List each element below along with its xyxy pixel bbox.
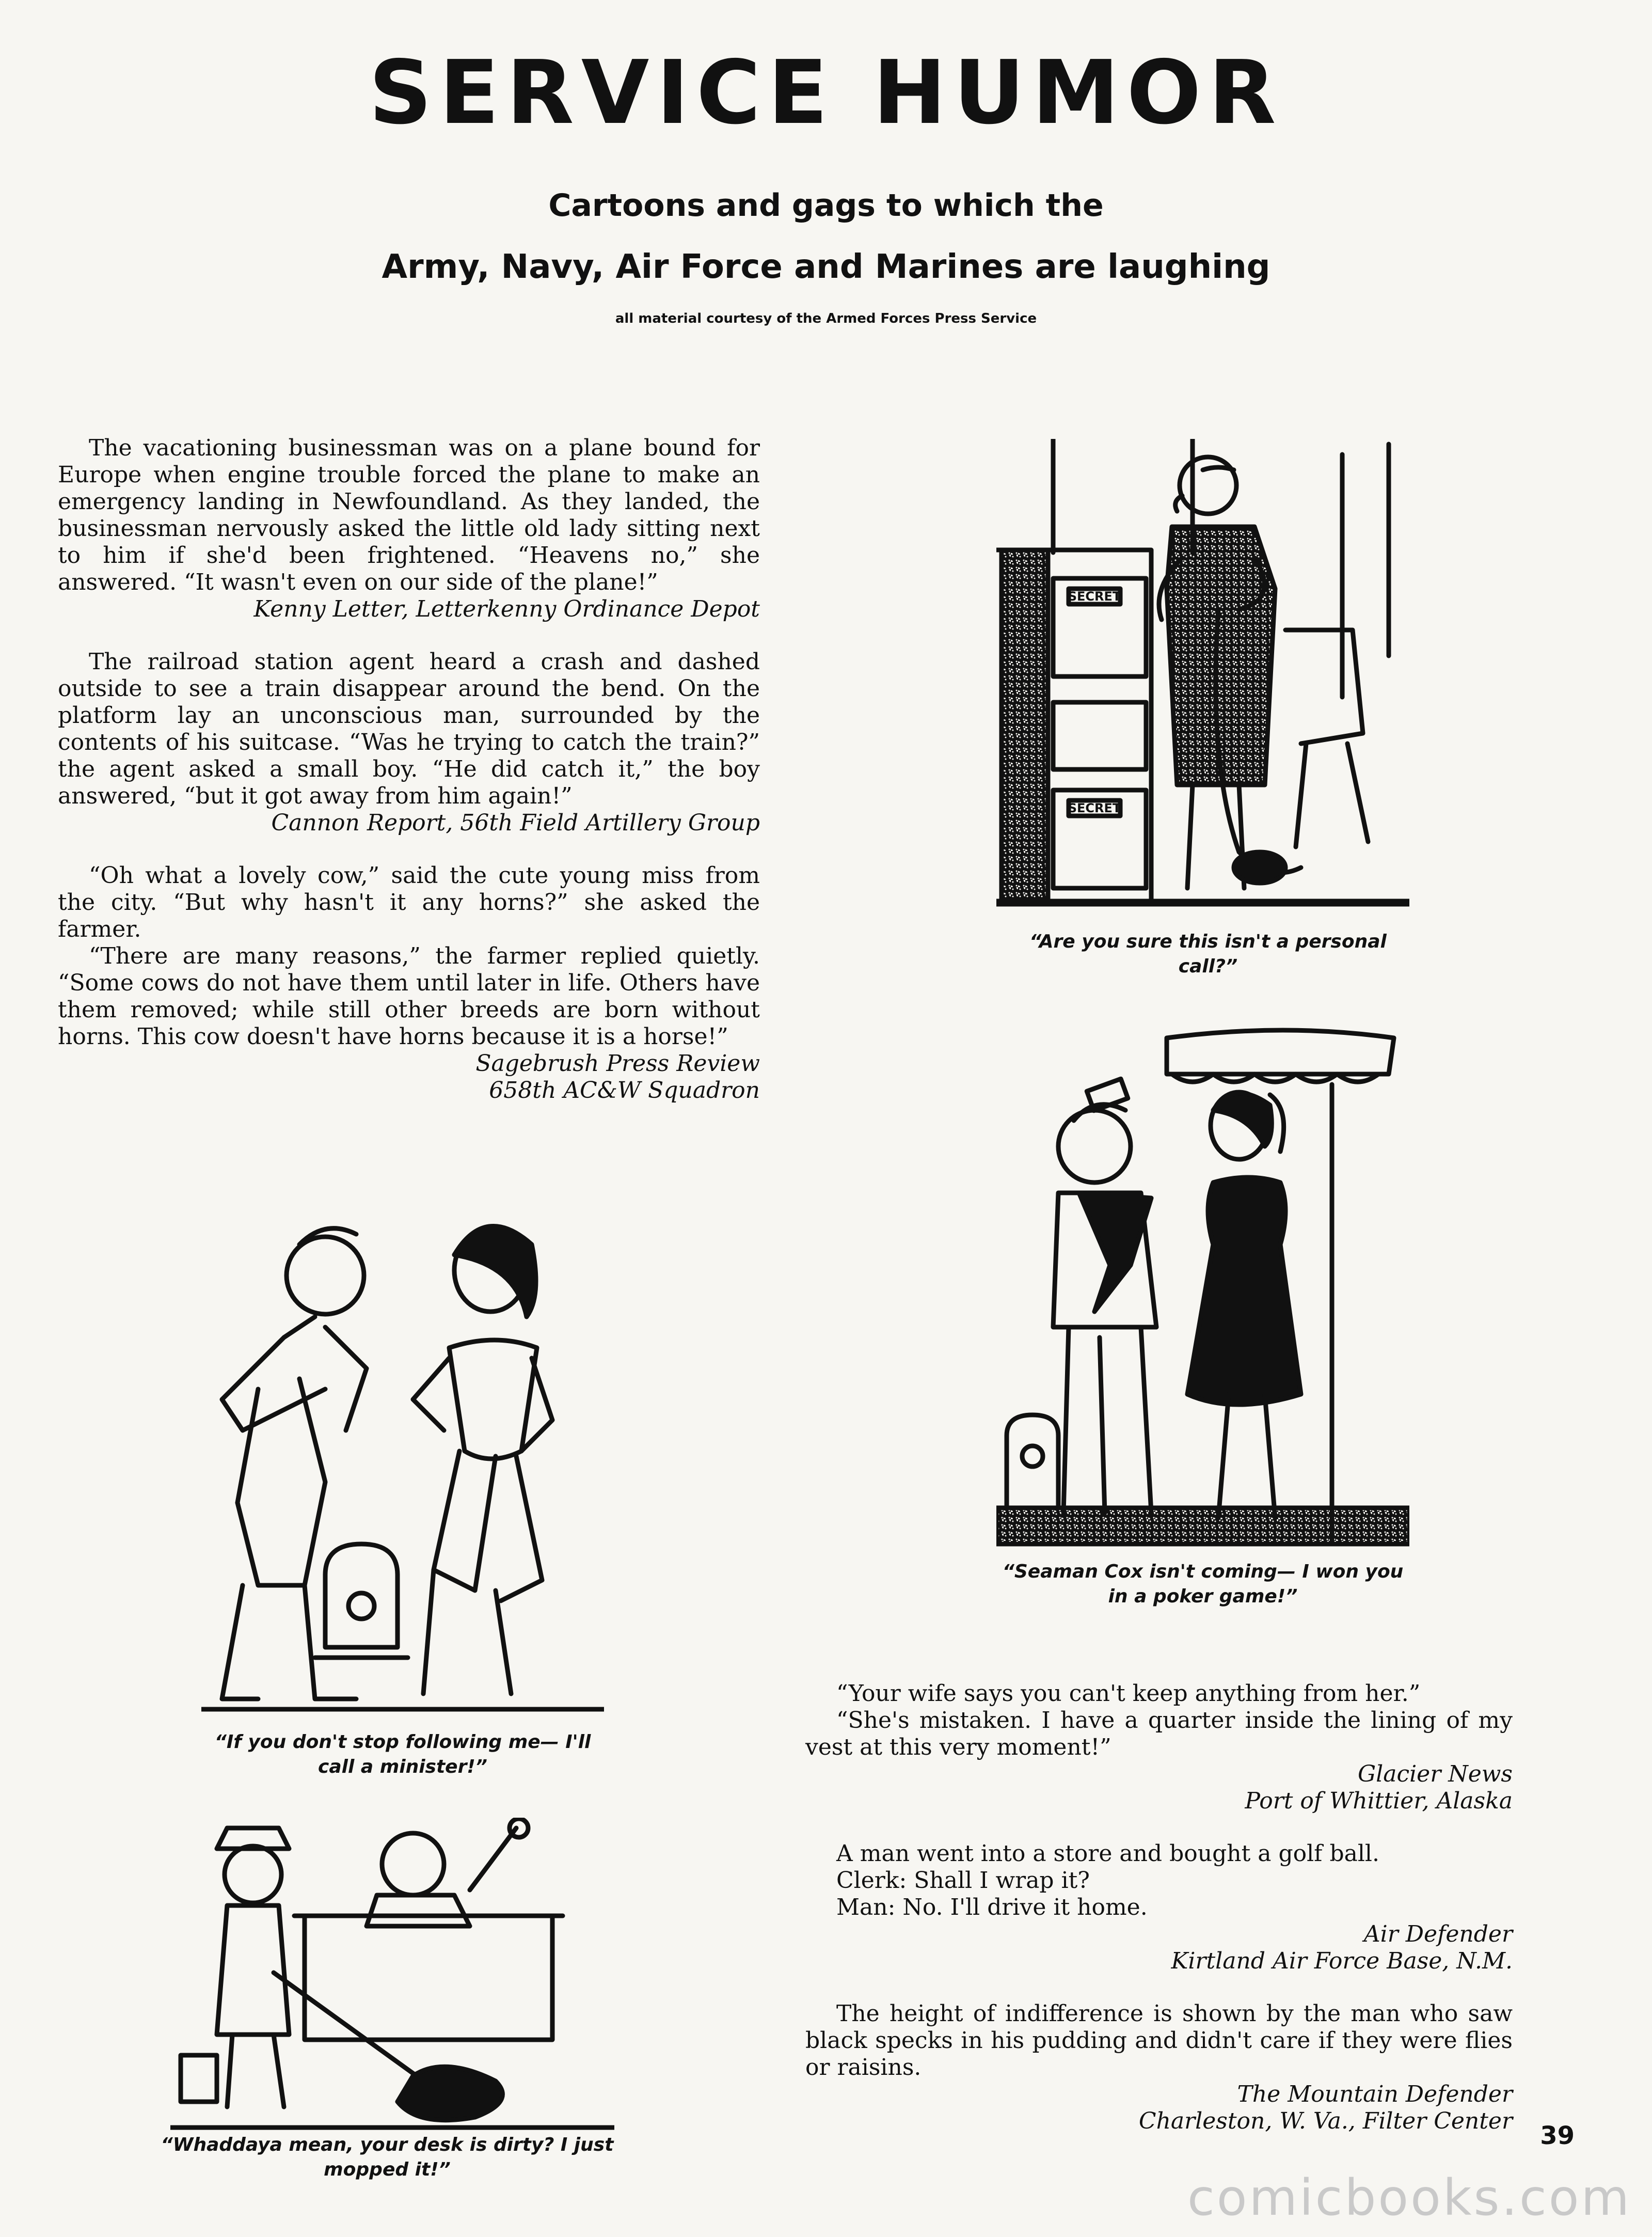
story-pudding — [805, 2000, 1513, 2135]
caption-secret-cabinet: “Are you sure this isn't a personal call?” — [1029, 931, 1387, 977]
story-source: The Mountain Defender — [1237, 2081, 1513, 2107]
caption-mopped-desk: “Whaddaya mean, your desk is dirty? I just mopped it!” — [161, 2134, 614, 2180]
story-text: The railroad station agent heard a crash and dashed outside to see a train disappear around the bend. On the platform lay an unconscious man, surrounded by the contents of his suitcase. “Was he trying to catch the train?” the agent asked a small boy. “He did catch it,” the boy answered, “but it got away from him again!” — [58, 649, 760, 809]
story-source: Sagebrush Press Review — [475, 1050, 760, 1077]
story-source: Charleston, W. Va., Filter Center — [1138, 2108, 1513, 2134]
subtitle-line-2: Army, Navy, Air Force and Marines are laughing — [382, 248, 1270, 286]
story-source: Glacier News — [1357, 1761, 1513, 1787]
page-title: SERVICE HUMOR — [369, 42, 1283, 144]
story-source: Kenny Letter, Letterkenny Ordinance Depot — [253, 596, 760, 622]
subtitle-line-1: Cartoons and gags to which the — [548, 187, 1104, 224]
story-source: Air Defender — [1363, 1921, 1513, 1947]
credit-line: all material courtesy of the Armed Forces Press Service — [615, 311, 1037, 326]
caption-seaman-cox: “Seaman Cox isn't coming— I won you in a poker game!” — [1002, 1561, 1404, 1607]
story-golf — [805, 1840, 1513, 1975]
story-text: A man went into a store and bought a golf ball. — [836, 1840, 1379, 1867]
page-number: 39 — [1540, 2121, 1575, 2150]
story-text: The height of indifference is shown by the man who saw black specks in his pudding and didn't care if they were flies or raisins. — [805, 2000, 1513, 2081]
story-text: “There are many reasons,” the farmer replied quietly. “Some cows do not have them until later in life. Others have them removed; while still other breeds are born without horns. This cow doesn't have horns because it is a horse!” — [58, 943, 760, 1050]
story-source: 658th AC&W Squadron — [489, 1077, 760, 1104]
cartoon-secret-cabinet — [996, 439, 1409, 924]
story-cow — [58, 862, 760, 1104]
story-text: “She's mistaken. I have a quarter inside the lining of my vest at this very moment!” — [805, 1707, 1513, 1760]
story-vest — [805, 1680, 1513, 1815]
cartoon-mopped-desk — [170, 1818, 614, 2138]
watermark: comicbooks.com — [1187, 2169, 1631, 2227]
story-train — [58, 649, 760, 837]
story-text: “Your wife says you can't keep anything from her.” — [836, 1680, 1421, 1707]
cartoon-minister — [201, 1214, 604, 1725]
left-column — [58, 435, 760, 1104]
story-text: Man: No. I'll drive it home. — [836, 1894, 1148, 1920]
story-source: Kirtland Air Force Base, N.M. — [1171, 1948, 1513, 1974]
story-source: Cannon Report, 56th Field Artillery Group — [271, 810, 760, 836]
story-plane — [58, 435, 760, 623]
story-text: “Oh what a lovely cow,” said the cute young miss from the city. “But why hasn't it any horns?” she asked the farmer. — [58, 862, 760, 942]
cartoon-seaman-cox — [996, 1028, 1409, 1554]
story-source: Port of Whittier, Alaska — [1245, 1788, 1513, 1814]
caption-minister: “If you don't stop following me— I'll call a minister!” — [214, 1731, 591, 1777]
story-text: Clerk: Shall I wrap it? — [836, 1867, 1090, 1894]
right-column — [805, 1680, 1513, 2135]
story-text: The vacationing businessman was on a plane bound for Europe when engine trouble forced the plane to make an emergency landing in Newfoundland. As they landed, the businessman nervously asked the little old lady sitting next to him if she'd been frightened. “Heavens no,” she answered. “It wasn't even on our side of the plane!” — [58, 435, 760, 595]
cabinet-label: SECRET — [1068, 589, 1121, 604]
cabinet-label: SECRET — [1068, 801, 1121, 815]
